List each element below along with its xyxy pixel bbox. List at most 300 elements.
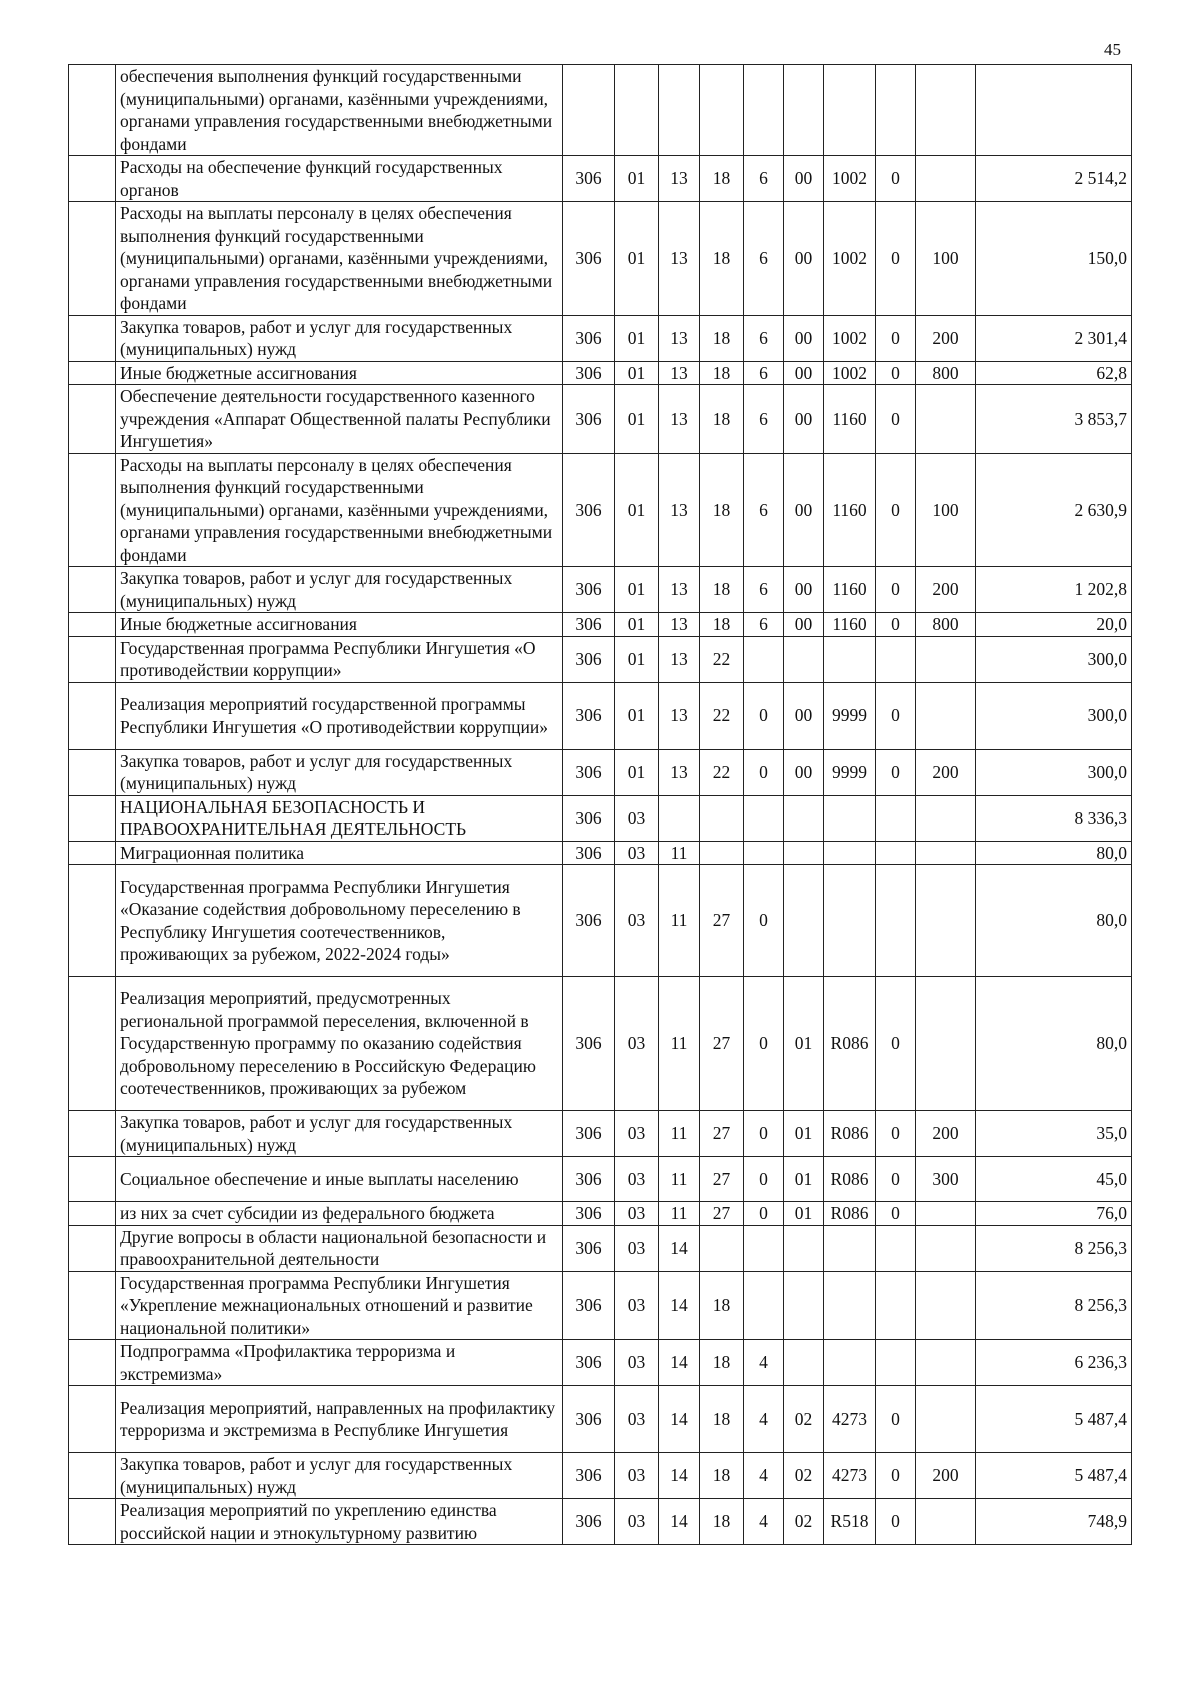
row-number-cell xyxy=(69,841,116,865)
code-cell: 03 xyxy=(615,1157,659,1202)
code-cell: 18 xyxy=(700,202,744,316)
code-cell xyxy=(744,841,784,865)
row-name-cell: Государственная программа Республики Ингушетия «Оказание содействия добровольному переселению в Республику Ингушетия соотечественников, проживающих за рубежом, 2022-2024 годы» xyxy=(116,865,563,977)
code-cell: 18 xyxy=(700,1499,744,1545)
row-name-cell: НАЦИОНАЛЬНАЯ БЕЗОПАСНОСТЬ И ПРАВООХРАНИТЕЛЬНАЯ ДЕЯТЕЛЬНОСТЬ xyxy=(116,795,563,841)
code-cell: 00 xyxy=(784,315,824,361)
budget-table-body xyxy=(69,65,1132,1545)
row-number-cell xyxy=(69,749,116,795)
row-name-cell: Закупка товаров, работ и услуг для государственных (муниципальных) нужд xyxy=(116,1111,563,1157)
row-name-cell: Государственная программа Республики Ингушетия «О противодействии коррупции» xyxy=(116,636,563,682)
code-cell xyxy=(876,1225,916,1271)
table-row xyxy=(69,1499,1132,1545)
amount-cell: 150,0 xyxy=(976,202,1132,316)
table-row xyxy=(69,1271,1132,1340)
code-cell: 0 xyxy=(744,749,784,795)
code-cell: 00 xyxy=(784,682,824,749)
code-cell xyxy=(784,636,824,682)
code-cell: 13 xyxy=(659,682,700,749)
table-row xyxy=(69,795,1132,841)
code-cell: 306 xyxy=(563,1157,615,1202)
code-cell: 0 xyxy=(876,1202,916,1226)
code-cell xyxy=(916,682,976,749)
code-cell: 1002 xyxy=(824,361,876,385)
row-name-cell: Расходы на обеспечение функций государственных органов xyxy=(116,156,563,202)
code-cell: 00 xyxy=(784,202,824,316)
code-cell xyxy=(824,1340,876,1386)
code-cell: 14 xyxy=(659,1225,700,1271)
code-cell: 11 xyxy=(659,841,700,865)
code-cell xyxy=(784,1225,824,1271)
amount-cell: 6 236,3 xyxy=(976,1340,1132,1386)
row-name-cell: Реализация мероприятий по укреплению единства российской нации и этнокультурному развитию xyxy=(116,1499,563,1545)
code-cell: 14 xyxy=(659,1453,700,1499)
row-number-cell xyxy=(69,1499,116,1545)
table-row xyxy=(69,202,1132,316)
code-cell: 306 xyxy=(563,977,615,1111)
row-name-cell: Иные бюджетные ассигнования xyxy=(116,613,563,637)
amount-cell: 45,0 xyxy=(976,1157,1132,1202)
code-cell: 306 xyxy=(563,795,615,841)
code-cell: 306 xyxy=(563,1386,615,1453)
code-cell: 03 xyxy=(615,1202,659,1226)
table-row xyxy=(69,156,1132,202)
code-cell: 4273 xyxy=(824,1386,876,1453)
amount-cell: 300,0 xyxy=(976,636,1132,682)
code-cell: 306 xyxy=(563,453,615,567)
code-cell: 4 xyxy=(744,1386,784,1453)
code-cell: R086 xyxy=(824,1202,876,1226)
code-cell: 0 xyxy=(744,865,784,977)
code-cell: 13 xyxy=(659,202,700,316)
code-cell: 13 xyxy=(659,613,700,637)
code-cell: 200 xyxy=(916,567,976,613)
code-cell: 13 xyxy=(659,361,700,385)
code-cell: 0 xyxy=(876,613,916,637)
row-number-cell xyxy=(69,1202,116,1226)
code-cell: 0 xyxy=(744,1157,784,1202)
code-cell: 00 xyxy=(784,749,824,795)
row-number-cell xyxy=(69,156,116,202)
code-cell: 01 xyxy=(615,613,659,637)
code-cell xyxy=(700,1225,744,1271)
code-cell: 02 xyxy=(784,1453,824,1499)
code-cell: 03 xyxy=(615,1499,659,1545)
code-cell: 02 xyxy=(784,1386,824,1453)
code-cell: 03 xyxy=(615,841,659,865)
code-cell: R086 xyxy=(824,1111,876,1157)
table-row xyxy=(69,613,1132,637)
code-cell: 6 xyxy=(744,613,784,637)
code-cell xyxy=(876,65,916,156)
code-cell: 01 xyxy=(784,1111,824,1157)
code-cell xyxy=(916,1225,976,1271)
code-cell xyxy=(784,1271,824,1340)
amount-cell: 2 301,4 xyxy=(976,315,1132,361)
code-cell: 4 xyxy=(744,1340,784,1386)
code-cell: 03 xyxy=(615,1340,659,1386)
code-cell: 306 xyxy=(563,1225,615,1271)
code-cell: 306 xyxy=(563,202,615,316)
code-cell: 306 xyxy=(563,156,615,202)
table-row xyxy=(69,385,1132,454)
code-cell: 4 xyxy=(744,1499,784,1545)
amount-cell: 62,8 xyxy=(976,361,1132,385)
row-name-cell: из них за счет субсидии из федерального бюджета xyxy=(116,1202,563,1226)
code-cell xyxy=(744,1225,784,1271)
code-cell: 01 xyxy=(615,361,659,385)
code-cell xyxy=(824,865,876,977)
amount-cell: 8 336,3 xyxy=(976,795,1132,841)
code-cell: 306 xyxy=(563,636,615,682)
row-number-cell xyxy=(69,361,116,385)
code-cell: 13 xyxy=(659,567,700,613)
code-cell: 27 xyxy=(700,1111,744,1157)
code-cell xyxy=(916,977,976,1111)
code-cell: 0 xyxy=(876,361,916,385)
code-cell: 0 xyxy=(876,202,916,316)
code-cell: 306 xyxy=(563,567,615,613)
code-cell: 01 xyxy=(615,682,659,749)
code-cell: 11 xyxy=(659,865,700,977)
code-cell: 1160 xyxy=(824,567,876,613)
table-row xyxy=(69,453,1132,567)
code-cell: 11 xyxy=(659,1111,700,1157)
code-cell: 0 xyxy=(876,567,916,613)
code-cell: 306 xyxy=(563,749,615,795)
table-row xyxy=(69,865,1132,977)
row-number-cell xyxy=(69,977,116,1111)
code-cell: 14 xyxy=(659,1271,700,1340)
code-cell xyxy=(916,865,976,977)
code-cell: 13 xyxy=(659,156,700,202)
code-cell: 13 xyxy=(659,636,700,682)
code-cell: 0 xyxy=(876,1453,916,1499)
code-cell: R518 xyxy=(824,1499,876,1545)
amount-cell: 5 487,4 xyxy=(976,1386,1132,1453)
code-cell: 306 xyxy=(563,385,615,454)
code-cell: 306 xyxy=(563,1453,615,1499)
row-number-cell xyxy=(69,1225,116,1271)
amount-cell: 2 630,9 xyxy=(976,453,1132,567)
code-cell: 13 xyxy=(659,385,700,454)
code-cell: 306 xyxy=(563,1271,615,1340)
row-number-cell xyxy=(69,682,116,749)
table-row xyxy=(69,65,1132,156)
row-number-cell xyxy=(69,1453,116,1499)
row-number-cell xyxy=(69,385,116,454)
amount-cell: 80,0 xyxy=(976,841,1132,865)
row-name-cell: обеспечения выполнения функций государственными (муниципальными) органами, казёнными учреждениями, органами управления государственными внебюджетными фондами xyxy=(116,65,563,156)
row-number-cell xyxy=(69,865,116,977)
code-cell xyxy=(700,795,744,841)
code-cell: 18 xyxy=(700,1340,744,1386)
code-cell: 0 xyxy=(744,1202,784,1226)
row-name-cell: Реализация мероприятий государственной программы Республики Ингушетия «О противодействии коррупции» xyxy=(116,682,563,749)
row-number-cell xyxy=(69,202,116,316)
code-cell: 306 xyxy=(563,682,615,749)
code-cell: 18 xyxy=(700,1271,744,1340)
code-cell: 03 xyxy=(615,1271,659,1340)
code-cell: 22 xyxy=(700,682,744,749)
code-cell: 03 xyxy=(615,865,659,977)
code-cell: 306 xyxy=(563,841,615,865)
table-row xyxy=(69,841,1132,865)
code-cell xyxy=(916,1499,976,1545)
code-cell: 306 xyxy=(563,865,615,977)
amount-cell: 80,0 xyxy=(976,977,1132,1111)
code-cell: 800 xyxy=(916,613,976,637)
code-cell: 00 xyxy=(784,361,824,385)
row-name-cell: Закупка товаров, работ и услуг для государственных (муниципальных) нужд xyxy=(116,315,563,361)
code-cell: 00 xyxy=(784,613,824,637)
code-cell: 6 xyxy=(744,202,784,316)
row-number-cell xyxy=(69,65,116,156)
amount-cell: 35,0 xyxy=(976,1111,1132,1157)
code-cell: 01 xyxy=(615,315,659,361)
table-row xyxy=(69,1340,1132,1386)
code-cell: 200 xyxy=(916,1453,976,1499)
code-cell: 01 xyxy=(784,977,824,1111)
code-cell: 00 xyxy=(784,385,824,454)
row-name-cell: Другие вопросы в области национальной безопасности и правоохранительной деятельности xyxy=(116,1225,563,1271)
code-cell: 300 xyxy=(916,1157,976,1202)
code-cell: 306 xyxy=(563,1202,615,1226)
code-cell: 03 xyxy=(615,1111,659,1157)
code-cell: 306 xyxy=(563,1340,615,1386)
row-name-cell: Реализация мероприятий, направленных на профилактику терроризма и экстремизма в Республике Ингушетия xyxy=(116,1386,563,1453)
code-cell xyxy=(824,1271,876,1340)
code-cell xyxy=(916,156,976,202)
code-cell: 0 xyxy=(744,1111,784,1157)
row-number-cell xyxy=(69,315,116,361)
table-row xyxy=(69,977,1132,1111)
table-row xyxy=(69,315,1132,361)
code-cell xyxy=(824,841,876,865)
code-cell xyxy=(700,65,744,156)
row-number-cell xyxy=(69,613,116,637)
code-cell: 6 xyxy=(744,156,784,202)
table-row xyxy=(69,682,1132,749)
code-cell xyxy=(876,1340,916,1386)
code-cell: 03 xyxy=(615,1225,659,1271)
amount-cell xyxy=(976,65,1132,156)
amount-cell: 20,0 xyxy=(976,613,1132,637)
code-cell: 1002 xyxy=(824,202,876,316)
code-cell: 0 xyxy=(876,385,916,454)
code-cell: 306 xyxy=(563,1499,615,1545)
code-cell: 14 xyxy=(659,1386,700,1453)
code-cell: 22 xyxy=(700,749,744,795)
code-cell xyxy=(659,795,700,841)
code-cell: 14 xyxy=(659,1340,700,1386)
row-name-cell: Иные бюджетные ассигнования xyxy=(116,361,563,385)
amount-cell: 300,0 xyxy=(976,749,1132,795)
code-cell: 14 xyxy=(659,1499,700,1545)
amount-cell: 2 514,2 xyxy=(976,156,1132,202)
row-number-cell xyxy=(69,795,116,841)
code-cell xyxy=(700,841,744,865)
code-cell: 306 xyxy=(563,361,615,385)
table-row xyxy=(69,636,1132,682)
code-cell: 13 xyxy=(659,453,700,567)
amount-cell: 8 256,3 xyxy=(976,1271,1132,1340)
amount-cell: 8 256,3 xyxy=(976,1225,1132,1271)
code-cell: 01 xyxy=(615,567,659,613)
code-cell: 18 xyxy=(700,156,744,202)
code-cell: 6 xyxy=(744,315,784,361)
row-name-cell: Подпрограмма «Профилактика терроризма и экстремизма» xyxy=(116,1340,563,1386)
code-cell: 0 xyxy=(876,315,916,361)
row-name-cell: Закупка товаров, работ и услуг для государственных (муниципальных) нужд xyxy=(116,1453,563,1499)
code-cell xyxy=(876,841,916,865)
code-cell: 1002 xyxy=(824,315,876,361)
code-cell xyxy=(876,795,916,841)
table-row xyxy=(69,1202,1132,1226)
code-cell xyxy=(916,841,976,865)
code-cell xyxy=(784,65,824,156)
code-cell: 0 xyxy=(876,977,916,1111)
code-cell: 200 xyxy=(916,315,976,361)
code-cell: 03 xyxy=(615,1386,659,1453)
code-cell xyxy=(784,1340,824,1386)
code-cell: R086 xyxy=(824,977,876,1111)
code-cell: 01 xyxy=(784,1202,824,1226)
amount-cell: 1 202,8 xyxy=(976,567,1132,613)
code-cell: 13 xyxy=(659,749,700,795)
code-cell: 0 xyxy=(876,682,916,749)
code-cell: 9999 xyxy=(824,682,876,749)
code-cell: 6 xyxy=(744,385,784,454)
code-cell: 00 xyxy=(784,453,824,567)
row-name-cell: Обеспечение деятельности государственного казенного учреждения «Аппарат Общественной палаты Республики Ингушетия» xyxy=(116,385,563,454)
code-cell: 27 xyxy=(700,1157,744,1202)
budget-table xyxy=(68,64,1132,1545)
row-number-cell xyxy=(69,1111,116,1157)
code-cell: R086 xyxy=(824,1157,876,1202)
code-cell: 03 xyxy=(615,977,659,1111)
code-cell: 6 xyxy=(744,453,784,567)
code-cell: 18 xyxy=(700,361,744,385)
code-cell xyxy=(784,795,824,841)
row-name-cell: Закупка товаров, работ и услуг для государственных (муниципальных) нужд xyxy=(116,567,563,613)
code-cell: 11 xyxy=(659,1157,700,1202)
code-cell: 27 xyxy=(700,1202,744,1226)
code-cell: 01 xyxy=(615,385,659,454)
amount-cell: 748,9 xyxy=(976,1499,1132,1545)
code-cell xyxy=(615,65,659,156)
code-cell xyxy=(744,636,784,682)
code-cell: 306 xyxy=(563,315,615,361)
row-name-cell: Реализация мероприятий, предусмотренных региональной программой переселения, включенной в Государственную программу по оказанию содействия добровольному переселению в Российскую Федерацию соотечественников, проживающих за рубежом xyxy=(116,977,563,1111)
row-number-cell xyxy=(69,453,116,567)
code-cell: 1160 xyxy=(824,613,876,637)
code-cell xyxy=(916,385,976,454)
code-cell xyxy=(744,1271,784,1340)
code-cell: 01 xyxy=(615,156,659,202)
row-number-cell xyxy=(69,1340,116,1386)
code-cell xyxy=(744,795,784,841)
code-cell xyxy=(916,65,976,156)
code-cell: 1160 xyxy=(824,385,876,454)
table-row xyxy=(69,1386,1132,1453)
code-cell: 03 xyxy=(615,1453,659,1499)
code-cell: 00 xyxy=(784,567,824,613)
row-name-cell: Расходы на выплаты персоналу в целях обеспечения выполнения функций государственными (муниципальными) органами, казёнными учреждениями, органами управления государственными внебюджетными фондами xyxy=(116,202,563,316)
row-name-cell: Государственная программа Республики Ингушетия «Укрепление межнациональных отношений и развитие национальной политики» xyxy=(116,1271,563,1340)
code-cell xyxy=(824,1225,876,1271)
code-cell: 6 xyxy=(744,567,784,613)
code-cell: 200 xyxy=(916,749,976,795)
table-row xyxy=(69,361,1132,385)
code-cell: 6 xyxy=(744,361,784,385)
table-row xyxy=(69,1225,1132,1271)
code-cell: 9999 xyxy=(824,749,876,795)
code-cell: 4273 xyxy=(824,1453,876,1499)
code-cell: 306 xyxy=(563,613,615,637)
code-cell xyxy=(916,1340,976,1386)
code-cell: 0 xyxy=(876,1157,916,1202)
code-cell xyxy=(784,841,824,865)
code-cell: 1002 xyxy=(824,156,876,202)
code-cell: 0 xyxy=(876,1499,916,1545)
code-cell xyxy=(563,65,615,156)
table-row xyxy=(69,567,1132,613)
row-name-cell: Миграционная политика xyxy=(116,841,563,865)
code-cell: 18 xyxy=(700,1386,744,1453)
code-cell: 0 xyxy=(876,749,916,795)
code-cell: 18 xyxy=(700,567,744,613)
code-cell xyxy=(824,795,876,841)
code-cell: 01 xyxy=(615,453,659,567)
amount-cell: 76,0 xyxy=(976,1202,1132,1226)
code-cell: 00 xyxy=(784,156,824,202)
amount-cell: 3 853,7 xyxy=(976,385,1132,454)
row-name-cell: Социальное обеспечение и иные выплаты населению xyxy=(116,1157,563,1202)
code-cell xyxy=(876,636,916,682)
code-cell: 27 xyxy=(700,865,744,977)
row-name-cell: Закупка товаров, работ и услуг для государственных (муниципальных) нужд xyxy=(116,749,563,795)
amount-cell: 80,0 xyxy=(976,865,1132,977)
row-number-cell xyxy=(69,1157,116,1202)
code-cell xyxy=(824,636,876,682)
code-cell: 11 xyxy=(659,977,700,1111)
code-cell: 100 xyxy=(916,202,976,316)
table-row xyxy=(69,1111,1132,1157)
table-row xyxy=(69,749,1132,795)
code-cell: 18 xyxy=(700,453,744,567)
code-cell: 02 xyxy=(784,1499,824,1545)
row-name-cell: Расходы на выплаты персоналу в целях обеспечения выполнения функций государственными (муниципальными) органами, казёнными учреждениями, органами управления государственными внебюджетными фондами xyxy=(116,453,563,567)
code-cell xyxy=(916,636,976,682)
code-cell xyxy=(784,865,824,977)
code-cell: 01 xyxy=(784,1157,824,1202)
code-cell: 0 xyxy=(876,1386,916,1453)
row-number-cell xyxy=(69,1271,116,1340)
code-cell: 0 xyxy=(876,1111,916,1157)
row-number-cell xyxy=(69,567,116,613)
page-number: 45 xyxy=(1104,40,1121,59)
code-cell xyxy=(876,1271,916,1340)
code-cell xyxy=(744,65,784,156)
code-cell: 18 xyxy=(700,613,744,637)
code-cell: 18 xyxy=(700,1453,744,1499)
code-cell: 18 xyxy=(700,315,744,361)
code-cell xyxy=(916,795,976,841)
code-cell: 800 xyxy=(916,361,976,385)
code-cell: 22 xyxy=(700,636,744,682)
code-cell: 306 xyxy=(563,1111,615,1157)
